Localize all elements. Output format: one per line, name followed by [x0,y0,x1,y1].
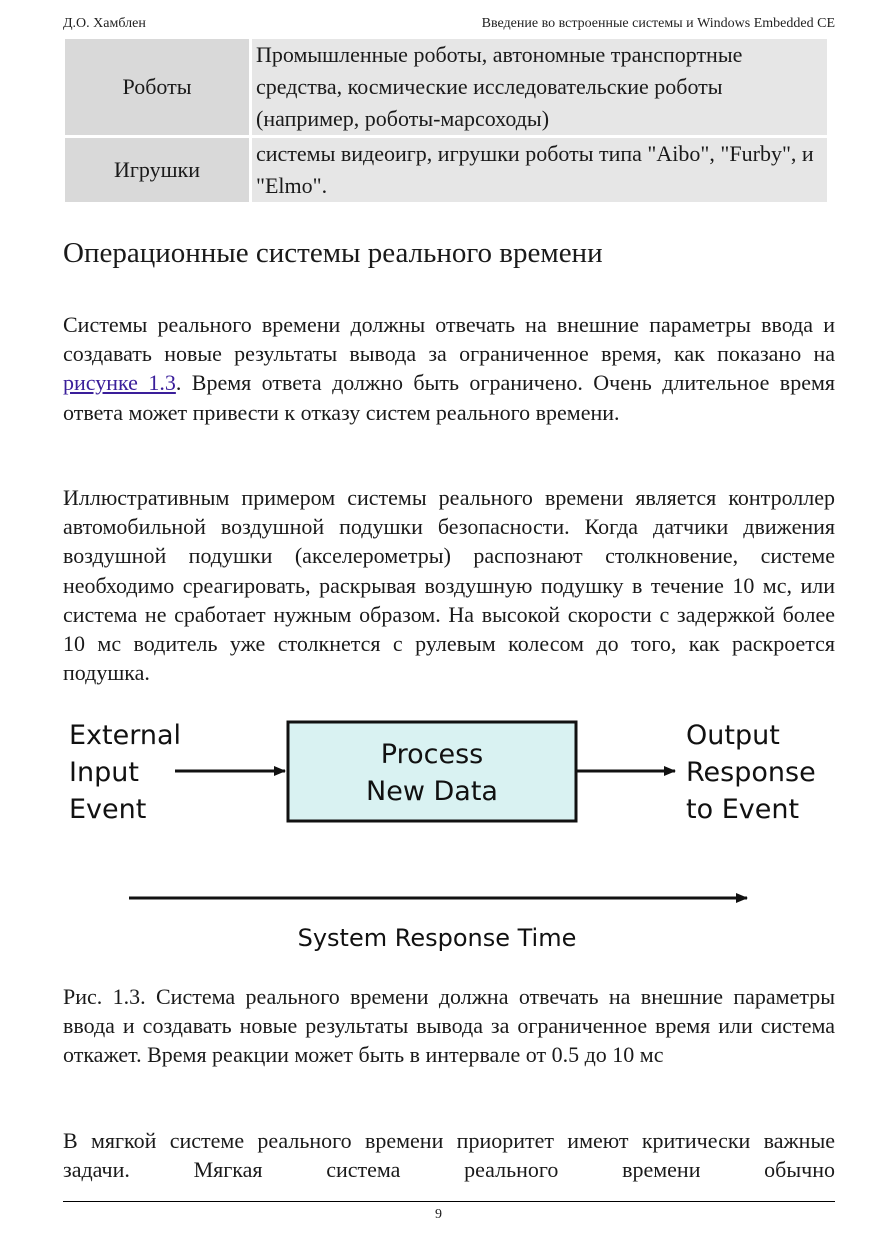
paragraph-text: . Время ответа должно быть ограничено. Очень длительное время ответа может привести к отказу систем реального времени. [63,370,835,425]
timeline-label: System Response Time [297,924,577,952]
realtime-system-diagram [63,706,835,964]
process-label-line1: Process [380,739,484,770]
table-cell-examples: Промышленные роботы, автономные транспортные средства, космические исследовательские роботы (например, роботы-марсоходы) [252,39,827,135]
table-cell-examples: системы видеоигр, игрушки роботы типа "Aibo", "Furby", и "Elmo". [252,138,827,202]
figure-caption: Рис. 1.3. Система реального времени должна отвечать на внешние параметры ввода и создавать новые результаты вывода за ограниченное время или система откажет. Время реакции может быть в интервале от 0.5 до 10 мс [63,984,835,1068]
header-title: Введение во встроенные системы и Windows Embedded CE [481,16,835,31]
table-row [65,138,827,202]
table-cell-category: Роботы [65,39,249,135]
output-label-line1: Output [686,720,780,751]
input-label-line3: Event [69,794,147,825]
section-heading: Операционные системы реального времени [63,237,603,269]
footer-divider [63,1201,835,1202]
input-label-line2: Input [69,757,139,788]
table-row [65,39,827,135]
input-label-line1: External [69,720,182,751]
paragraph-realtime-intro [63,310,835,427]
figure-reference-link[interactable]: рисунке 1.3 [63,370,176,396]
applications-table [62,36,830,205]
header-author: Д.О. Хамблен [63,16,146,31]
output-label-line2: Response [686,757,816,788]
paragraph-text: Системы реального времени должны отвечать на внешние параметры ввода и создавать новые результаты вывода за ограниченное время, как показано на [63,312,835,367]
page-header [63,16,835,36]
paragraph-soft-realtime: В мягкой системе реального времени приоритет имеют критически важные задачи. Мягкая система реального времени обычно [63,1128,835,1183]
table-cell-category: Игрушки [65,138,249,202]
process-label-line2: New Data [366,776,498,807]
output-label-line3: to Event [686,794,800,825]
page-number: 9 [435,1207,442,1222]
paragraph-airbag-example: Иллюстративным примером системы реального времени является контроллер автомобильной воздушной подушки безопасности. Когда датчики движения воздушной подушки (акселерометры) распознают столкновение, системе необходимо среагировать, раскрывая воздушную подушку в течение 10 мс, или система не сработает нужным образом. На высокой скорости с задержкой более 10 мс водитель уже столкнется с рулевым колесом до того, как раскроется подушка. [63,485,835,686]
